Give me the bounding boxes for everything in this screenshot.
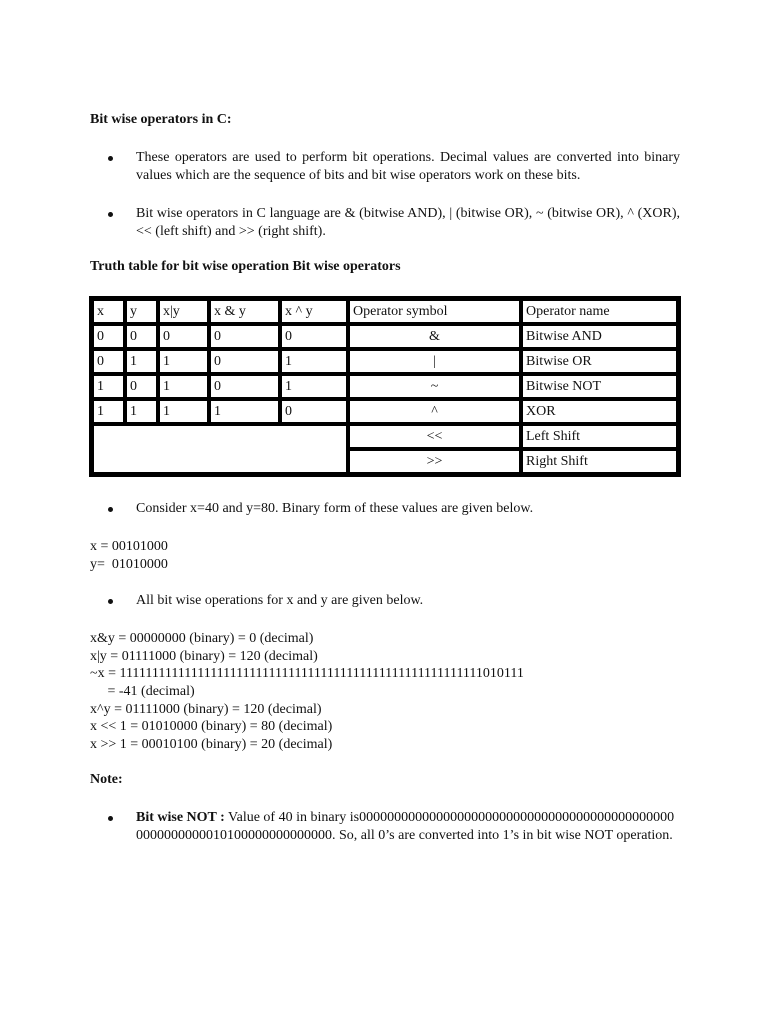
column-header: x ^ y [280, 299, 348, 324]
table-cell: 1 [209, 399, 280, 424]
operation-line: x >> 1 = 00010100 (binary) = 20 (decimal) [90, 737, 333, 752]
table-cell: | [348, 349, 521, 374]
list-item [108, 149, 680, 185]
note-heading: Note: [90, 772, 123, 787]
table-cell: 0 [280, 324, 348, 349]
table-cell: 1 [158, 399, 209, 424]
table-cell: 0 [209, 324, 280, 349]
table-cell: 0 [125, 374, 158, 399]
bullet-icon [108, 212, 113, 217]
operation-line: x^y = 01111000 (binary) = 120 (decimal) [90, 702, 322, 717]
table-cell: Right Shift [521, 449, 678, 474]
table-row [92, 374, 678, 399]
table-cell: 0 [92, 349, 125, 374]
note-text: Value of 40 in binary is0000000000000000000000000000000000000000000000000000000010100000000000000. So, all 0’s are converted into 1’s in bit wise NOT operation. [136, 810, 675, 843]
table-row [92, 349, 678, 374]
table-cell: 1 [125, 349, 158, 374]
operation-line: ~x = 11111111111111111111111111111111111111111111111111111111010111 [90, 666, 524, 681]
bullet-icon [108, 599, 113, 604]
bullet-icon [108, 156, 113, 161]
table-cell: ~ [348, 374, 521, 399]
table-cell: Bitwise OR [521, 349, 678, 374]
note-label: Bit wise NOT : [136, 810, 225, 825]
column-header: x|y [158, 299, 209, 324]
table-cell: 1 [92, 374, 125, 399]
list-item [108, 809, 680, 845]
table-cell: ^ [348, 399, 521, 424]
list-item [108, 500, 680, 518]
operation-line: x&y = 00000000 (binary) = 0 (decimal) [90, 631, 314, 646]
operation-line: = -41 (decimal) [90, 684, 195, 699]
bullet-text: These operators are used to perform bit operations. Decimal values are converted into binary values which are the sequence of bits and bit wise operators work on these bits. [136, 150, 680, 183]
column-header: y [125, 299, 158, 324]
table-cell: XOR [521, 399, 678, 424]
bullet-text: All bit wise operations for x and y are given below. [136, 593, 424, 608]
bullet-icon [108, 816, 113, 821]
table-title: Truth table for bit wise operation Bit wise operators [90, 259, 401, 274]
table-cell: 1 [280, 349, 348, 374]
table-cell: 0 [209, 374, 280, 399]
table-cell: << [348, 424, 521, 449]
column-header: x [92, 299, 125, 324]
table-cell: 0 [92, 324, 125, 349]
table-cell: 1 [125, 399, 158, 424]
binary-line: y= 01010000 [90, 557, 168, 572]
table-cell: 1 [158, 374, 209, 399]
table-cell: 1 [158, 349, 209, 374]
table-cell: 0 [209, 349, 280, 374]
empty-merged-cell [92, 424, 348, 474]
section-heading: Bit wise operators in C: [90, 112, 232, 127]
list-item [108, 592, 680, 610]
column-header: Operator symbol [348, 299, 521, 324]
table-cell: 1 [280, 374, 348, 399]
note-bullet-text [136, 809, 680, 845]
table-header-row [92, 299, 678, 324]
table-cell: 0 [125, 324, 158, 349]
operation-line: x << 1 = 01010000 (binary) = 80 (decimal) [90, 719, 333, 734]
truth-table [89, 296, 681, 477]
table-cell: Left Shift [521, 424, 678, 449]
column-header: Operator name [521, 299, 678, 324]
table-cell: 0 [158, 324, 209, 349]
bullet-icon [108, 507, 113, 512]
table-cell: Bitwise AND [521, 324, 678, 349]
table-cell: >> [348, 449, 521, 474]
table-row [92, 324, 678, 349]
operation-line: x|y = 01111000 (binary) = 120 (decimal) [90, 649, 318, 664]
bullet-text: Consider x=40 and y=80. Binary form of these values are given below. [136, 501, 534, 516]
bullet-text: Bit wise operators in C language are & (bitwise AND), | (bitwise OR), ~ (bitwise OR), ^ (XOR), << (left shift) and >> (right shift). [136, 206, 680, 239]
table-row [92, 399, 678, 424]
column-header: x & y [209, 299, 280, 324]
table-row [92, 424, 678, 449]
list-item [108, 205, 680, 241]
table-cell: 0 [280, 399, 348, 424]
binary-line: x = 00101000 [90, 539, 168, 554]
table-cell: & [348, 324, 521, 349]
table-cell: Bitwise NOT [521, 374, 678, 399]
table-cell: 1 [92, 399, 125, 424]
